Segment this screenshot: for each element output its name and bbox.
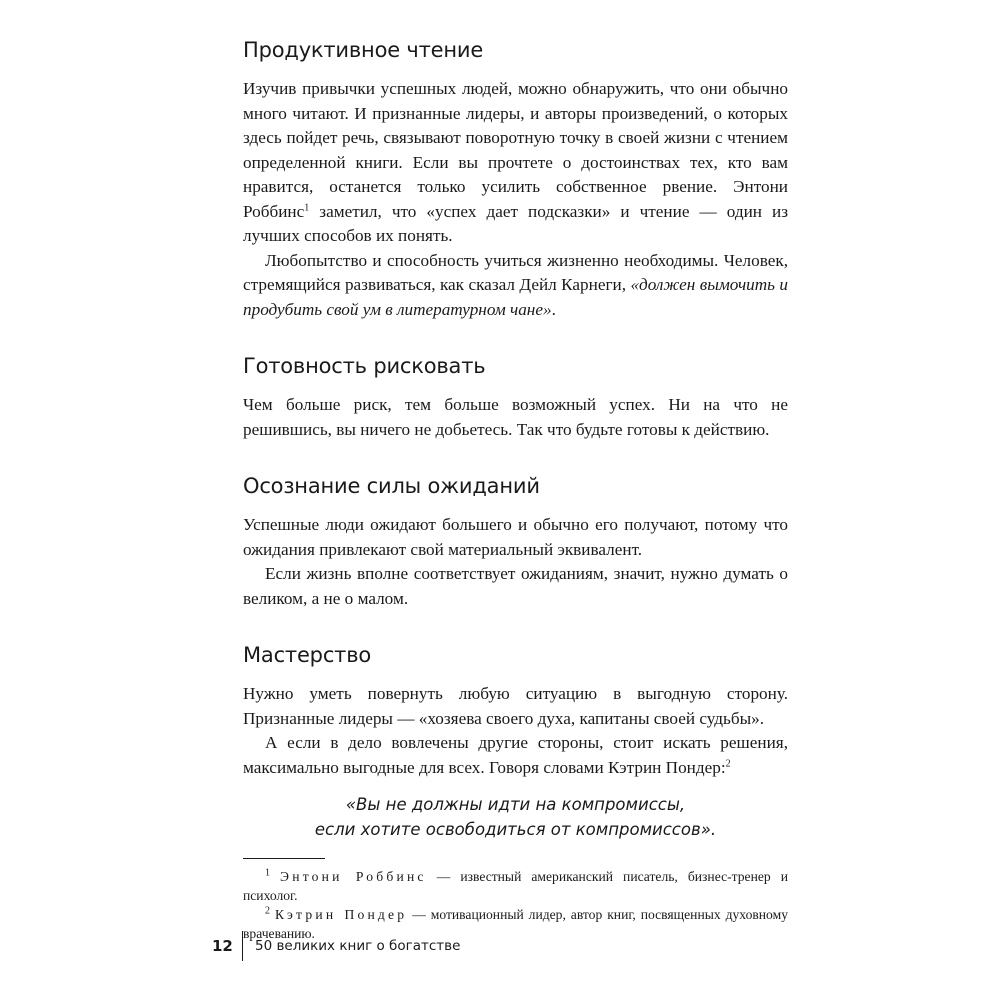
text-run: Изучив привычки успешных людей, можно обнаружить, что они обычно много читают. И признанные лидеры, и авторы произведений, о которых здесь пойдет речь, связывают поворотную точку в своей жизни с чтением определенной книги. Если вы прочтете о достоинствах тех, кто вам нравится, останется только усилить собственное рвение. Энтони Роббинс	[243, 79, 788, 221]
paragraph: Чем больше риск, тем больше возможный успех. Ни на что не решившись, вы ничего не добьетесь. Так что будьте готовы к действию.	[243, 395, 788, 439]
quote-line: если хотите освободиться от компромиссов».	[314, 820, 717, 839]
footnote-ref-1: 1	[304, 201, 310, 213]
section-body-productive-reading	[243, 77, 788, 322]
page-content	[243, 36, 788, 943]
footnote-1	[243, 867, 788, 905]
paragraph: Нужно уметь повернуть любую ситуацию в выгодную сторону. Признанные лидеры — «хозяева своего духа, капитаны своей судьбы».	[243, 684, 788, 728]
footnote-number: 2	[265, 905, 270, 917]
block-quote	[243, 792, 788, 842]
footnote-name: Энтони Роббинс	[280, 869, 427, 884]
section-body-mastery	[243, 682, 788, 780]
section-heading-productive-reading: Продуктивное чтение	[243, 38, 484, 62]
footer-divider	[242, 931, 243, 961]
section-body-expectations	[243, 513, 788, 611]
section-heading-mastery: Мастерство	[243, 643, 372, 667]
text-run: Любопытство и способность учиться жизненно необходимы. Человек, стремящийся развиваться, как сказал Дейл Карнеги,	[243, 250, 788, 294]
paragraph	[243, 249, 788, 323]
text-run: .	[551, 299, 556, 319]
italic-quote: «должен вымочить и продубить свой ум в литературном чане»	[243, 275, 789, 319]
footnote-divider	[243, 858, 325, 859]
book-title: 50 великих книг о богатстве	[255, 938, 461, 954]
page-number: 12	[212, 937, 233, 955]
footnote-number: 1	[265, 867, 270, 879]
text-run: А если в дело вовлечены другие стороны, стоит искать решения, максимально выгодные для всех. Говоря словами Кэтрин Пондер:	[243, 733, 788, 777]
footnote-name: Кэтрин Пондер	[274, 907, 408, 922]
paragraph: Если жизнь вполне соответствует ожиданиям, значит, нужно думать о великом, а не о малом.	[243, 564, 788, 608]
section-heading-expectations: Осознание силы ожиданий	[243, 474, 540, 498]
footnote-ref-2: 2	[725, 757, 731, 769]
paragraph	[243, 731, 788, 780]
footnote-text: — мотивационный лидер, автор книг, посвященных духовному врачеванию.	[243, 907, 788, 941]
section-body-readiness-to-risk	[243, 393, 788, 442]
paragraph: Успешные люди ожидают большего и обычно его получают, потому что ожидания привлекают свой материальный эквивалент.	[243, 515, 788, 559]
text-run: заметил, что «успех дает подсказки» и чтение — один из лучших способов их понять.	[243, 201, 788, 245]
page-footer	[212, 931, 460, 961]
section-heading-readiness-to-risk: Готовность рисковать	[243, 354, 486, 378]
footnote-text: — известный американский писатель, бизнес-тренер и психолог.	[243, 869, 788, 903]
quote-line: «Вы не должны идти на компромиссы,	[345, 795, 686, 814]
paragraph	[243, 77, 788, 249]
